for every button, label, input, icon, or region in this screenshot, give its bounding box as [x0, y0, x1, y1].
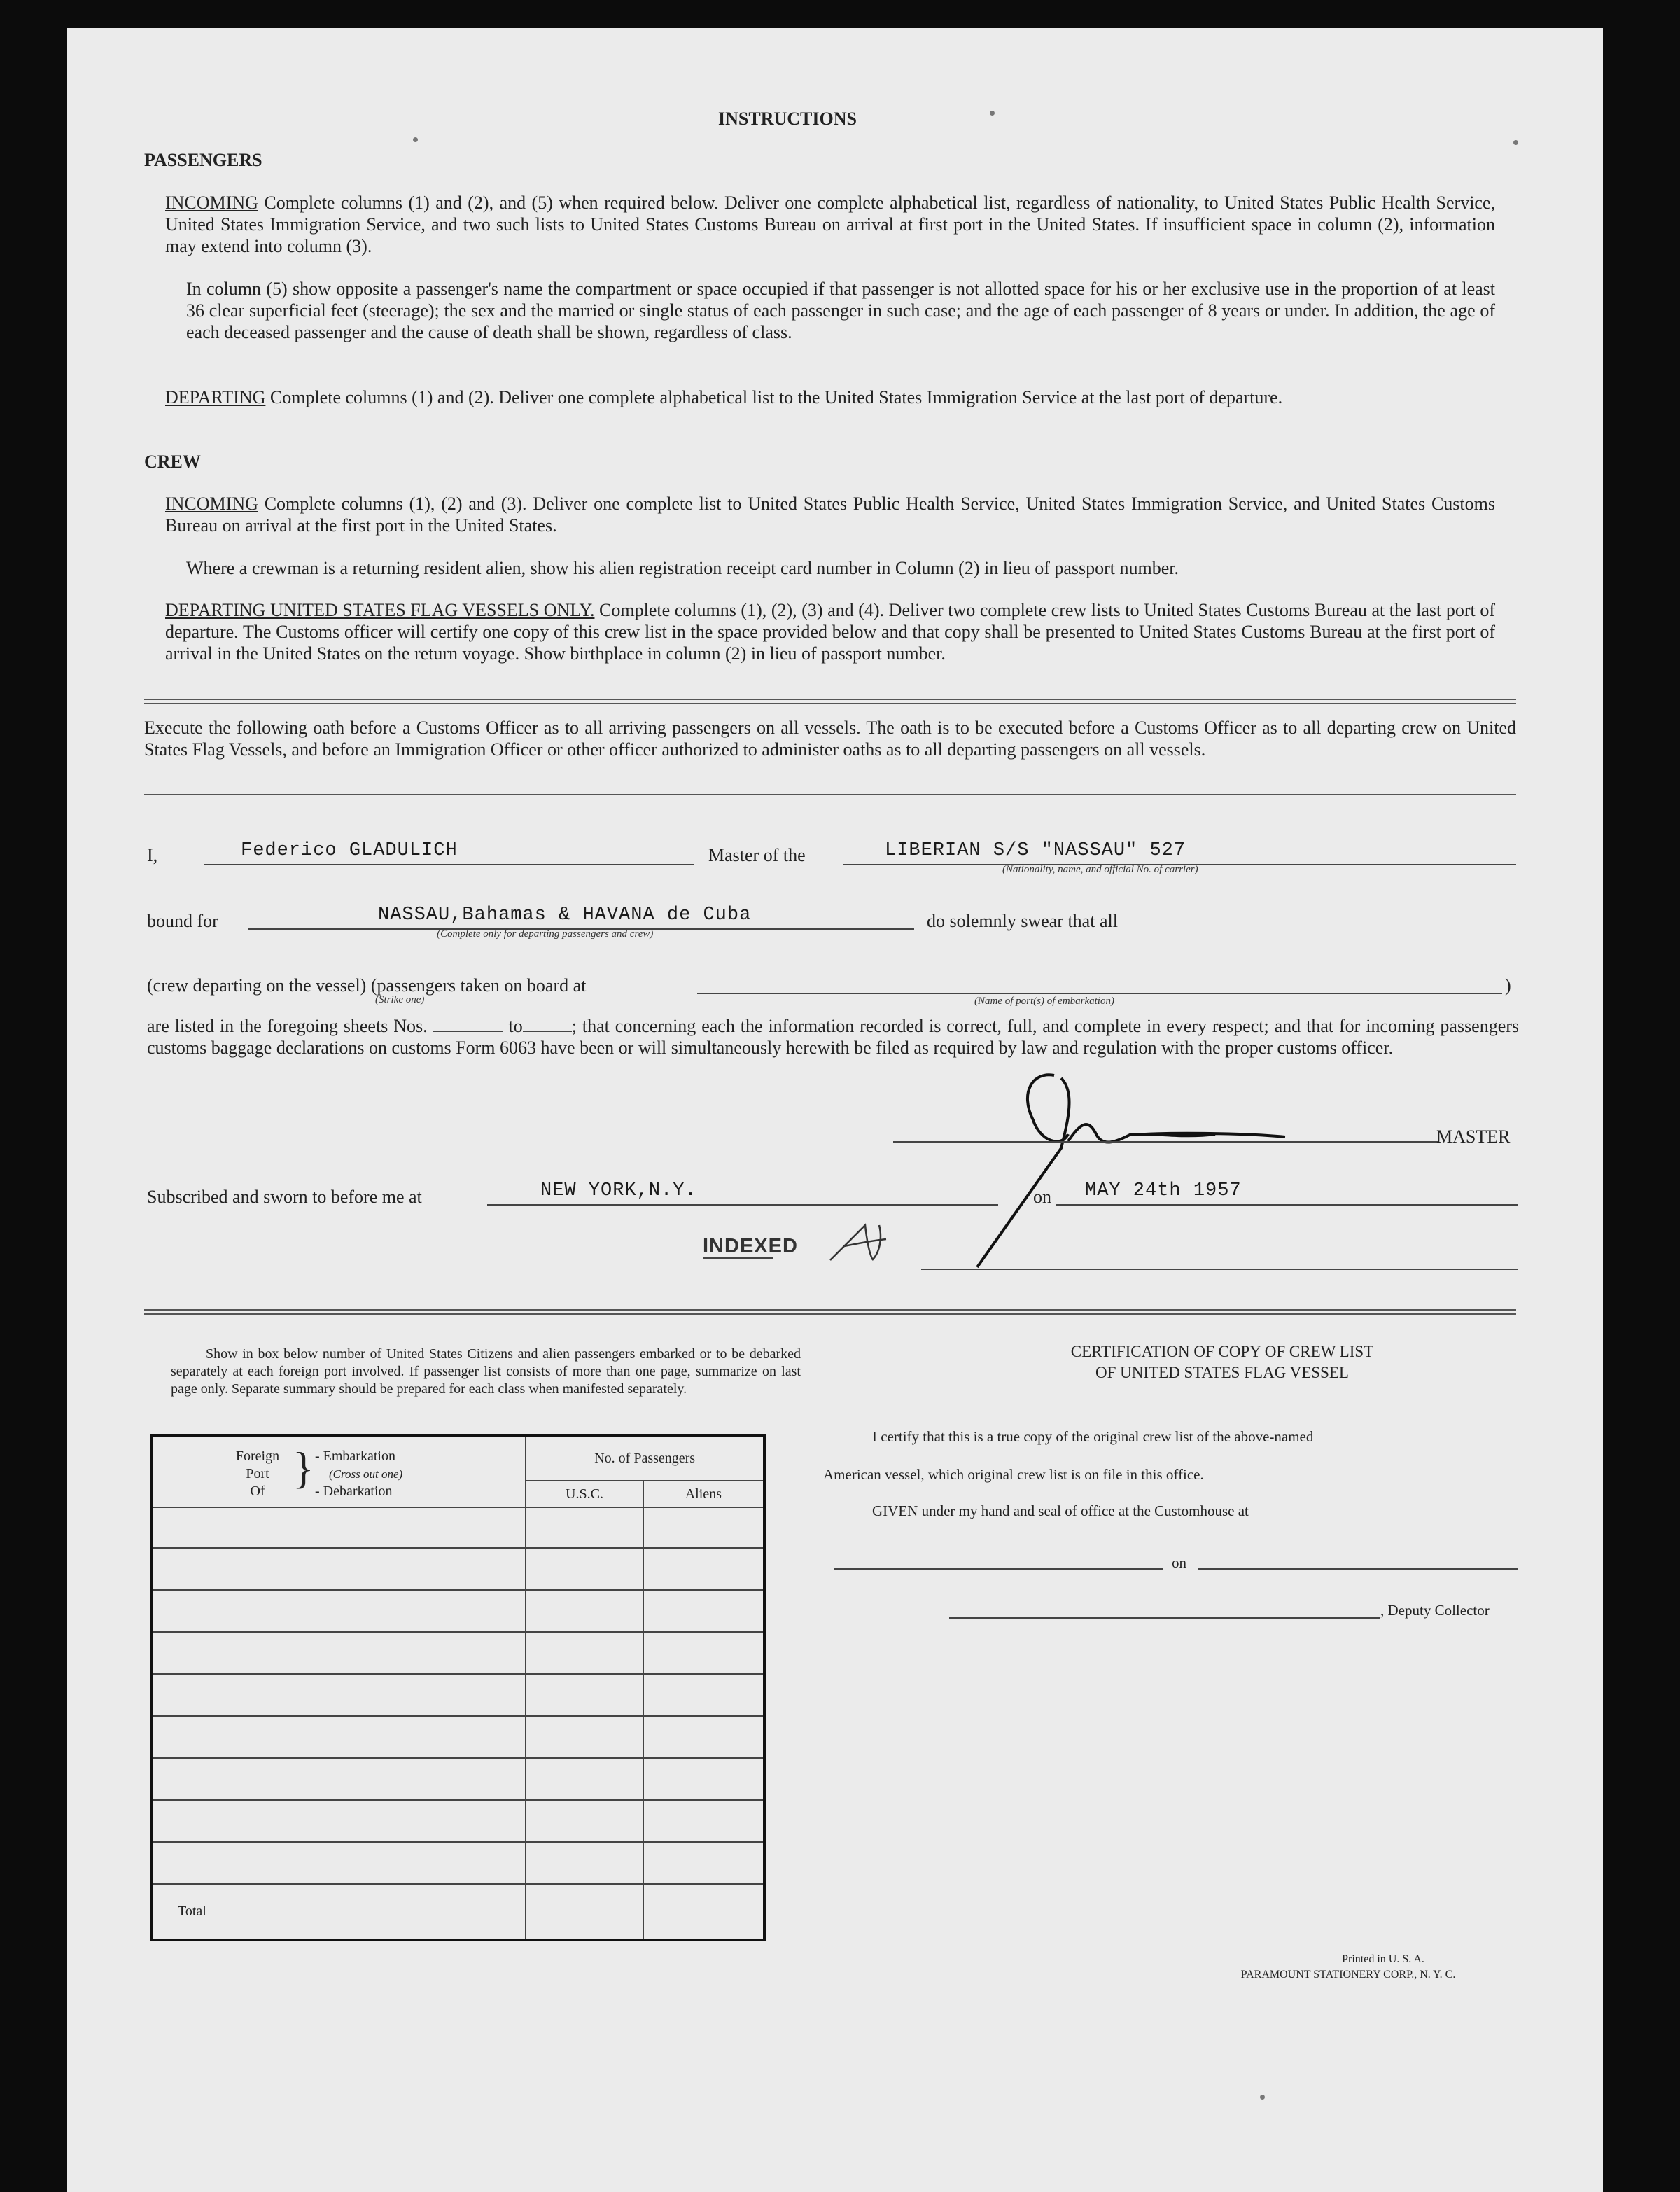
port-cell[interactable] [151, 1842, 526, 1884]
divider [144, 794, 1516, 795]
passenger-summary-table [150, 1434, 766, 1941]
usc-cell[interactable] [526, 1716, 643, 1758]
indexed-underline [703, 1257, 773, 1259]
summary-instructions: Show in box below number of United States Citizens and alien passengers embarked or to be debarked separately at each foreign port involved. If passenger list consists of more than one page, summarize on last page only. Separate summary should be prepared for each class when manifested separately. [171, 1346, 801, 1397]
master-of-label: Master of the [708, 845, 806, 865]
aliens-total-cell[interactable] [643, 1884, 764, 1940]
aliens-cell[interactable] [643, 1842, 764, 1884]
foreign-port-of-label: Foreign Port Of [235, 1448, 280, 1499]
ports-line [697, 993, 1502, 994]
form-page [67, 28, 1603, 2192]
aliens-cell[interactable] [643, 1590, 764, 1632]
sheet-to-blank[interactable] [523, 1031, 572, 1032]
close-paren: ) [1505, 975, 1511, 996]
listed-text-2: ; that concerning each the information recorded is correct, full, and complete in every respect; and that for incoming passengers customs baggage declarations on customs Form 6063 have been or will simultaneously herewith be filed as required by law and regulation with the proper customs officer. [147, 1016, 1520, 1058]
master-signature-line [893, 1141, 1439, 1143]
speck [413, 137, 418, 142]
certify-text: I certify that this is a true copy of the original crew list of the above-named [872, 1428, 1314, 1445]
master-name[interactable]: Federico GLADULICH [241, 840, 458, 861]
american-text: American vessel, which original crew list is on file in this office. [823, 1466, 1204, 1483]
divider [144, 699, 1516, 700]
vessel-caption: (Nationality, name, and official No. of carrier) [1002, 864, 1198, 875]
divider [144, 703, 1516, 704]
aliens-cell[interactable] [643, 1674, 764, 1716]
incoming-text: Complete columns (1) and (2), and (5) when required below. Deliver one complete alphabetical list, regardless of nationality, to United States Public Health Service, United States Immigration Service, and two such lists to United States Customs Bureau on arrival at first port in the United States. If insufficient space in column (2), information may extend into column (3). [165, 193, 1496, 256]
sheet-from-blank[interactable] [433, 1031, 503, 1032]
cert-on-label: on [1172, 1554, 1186, 1571]
crew-heading: CREW [144, 452, 201, 472]
oath-intro: Execute the following oath before a Customs Officer as to all arriving passengers on all vessels. The oath is to be executed before a Customs Officer as to all departing crew on United States Flag Vessels, and before an Immigration Officer or other officer authorized to administer oaths as to all departing passengers on all vessels. [144, 718, 1516, 760]
passengers-heading: PASSENGERS [144, 150, 262, 170]
usc-cell[interactable] [526, 1674, 643, 1716]
embarkation-label: - Embarkation [315, 1448, 396, 1464]
subscribed-label: Subscribed and sworn to before me at [147, 1187, 422, 1207]
port-cell[interactable] [151, 1674, 526, 1716]
listed-paragraph [147, 1015, 1519, 1059]
i-label: I, [147, 845, 158, 865]
master-label: MASTER [1436, 1126, 1511, 1147]
strike-one-caption: (Strike one) [375, 994, 425, 1005]
certification-title-line2: OF UNITED STATES FLAG VESSEL [1096, 1364, 1349, 1381]
signature-blank-line [921, 1269, 1518, 1270]
no-passengers-header: No. of Passengers [526, 1435, 764, 1481]
usc-cell[interactable] [526, 1800, 643, 1842]
indexed-initial-mark [823, 1218, 893, 1267]
port-cell[interactable] [151, 1548, 526, 1590]
printed-in-usa: Printed in U. S. A. [1342, 1953, 1424, 1965]
usc-cell[interactable] [526, 1507, 643, 1548]
aliens-cell[interactable] [643, 1548, 764, 1590]
sworn-place[interactable]: NEW YORK,N.Y. [540, 1180, 697, 1201]
usc-cell[interactable] [526, 1632, 643, 1674]
departing-text: Complete columns (1) and (2). Deliver one complete alphabetical list to the United States Immigration Service at the last port of departure. [270, 387, 1283, 407]
cert-date-line[interactable] [1198, 1568, 1518, 1570]
divider [144, 1313, 1516, 1315]
brace-glyph: } [293, 1443, 314, 1493]
embarkation-debarkation-label [315, 1448, 402, 1500]
bound-for-label: bound for [147, 911, 218, 931]
usc-cell[interactable] [526, 1842, 643, 1884]
destination-caption: (Complete only for departing passengers and crew) [437, 928, 654, 940]
sworn-on-label: on [1033, 1187, 1051, 1207]
port-cell[interactable] [151, 1632, 526, 1674]
destination[interactable]: NASSAU,Bahamas & HAVANA de Cuba [378, 905, 752, 926]
crew-departing-text: Complete columns (1), (2), (3) and (4). Deliver two complete crew lists to United States Customs Bureau at the last port of departure. The Customs officer will certify one copy of this crew list in the space provided below and that copy shall be presented to United States Customs Bureau at the first port of arrival in the United States on the return voyage. Show birthplace in column (2) in lieu of passport number. [165, 600, 1495, 664]
sworn-date[interactable]: MAY 24th 1957 [1085, 1180, 1242, 1201]
indexed-stamp: INDEXED [703, 1235, 798, 1257]
departing-label: DEPARTING [165, 387, 266, 407]
usc-cell[interactable] [526, 1758, 643, 1800]
aliens-cell[interactable] [643, 1716, 764, 1758]
certification-title [963, 1341, 1481, 1383]
aliens-cell[interactable] [643, 1758, 764, 1800]
passengers-incoming-paragraph [165, 192, 1495, 257]
crew-departing-oath-text: (crew departing on the vessel) (passengers taken on board at [147, 975, 587, 996]
port-cell[interactable] [151, 1590, 526, 1632]
listed-text-1: are listed in the foregoing sheets Nos. [147, 1016, 428, 1036]
crew-departing-label: DEPARTING UNITED STATES FLAG VESSELS ONLY. [165, 600, 595, 620]
deputy-signature-line[interactable] [949, 1617, 1380, 1619]
port-cell[interactable] [151, 1800, 526, 1842]
crew-incoming-text: Complete columns (1), (2) and (3). Deliver one complete list to United States Public Health Service, United States Immigration Service, and United States Customs Bureau on arrival at the first port in the United States. [165, 494, 1495, 536]
sworn-date-line [1056, 1204, 1518, 1206]
master-signature [963, 1064, 1369, 1274]
certification-title-line1: CERTIFICATION OF COPY OF CREW LIST [1070, 1343, 1374, 1360]
master-name-line [204, 864, 694, 865]
passengers-departing-paragraph [165, 386, 1495, 408]
aliens-cell[interactable] [643, 1632, 764, 1674]
port-cell[interactable] [151, 1758, 526, 1800]
deputy-label: , Deputy Collector [1380, 1602, 1490, 1619]
cross-out-caption: (Cross out one) [329, 1467, 403, 1481]
aliens-cell[interactable] [643, 1800, 764, 1842]
divider [144, 1309, 1516, 1311]
port-cell[interactable] [151, 1716, 526, 1758]
debarkation-label: - Debarkation [315, 1484, 393, 1499]
speck [1513, 140, 1518, 145]
crew-incoming-paragraph [165, 493, 1495, 536]
port-cell[interactable] [151, 1507, 526, 1548]
listed-to: to [508, 1016, 523, 1036]
speck [1260, 2095, 1265, 2100]
vessel[interactable]: LIBERIAN S/S "NASSAU" 527 [885, 840, 1186, 861]
sworn-place-line [487, 1204, 998, 1206]
usc-total-cell[interactable] [526, 1884, 643, 1940]
instructions-title: INSTRUCTIONS [718, 109, 857, 129]
crew-incoming-label: INCOMING [165, 494, 258, 514]
port-header-cell [151, 1435, 526, 1507]
usc-cell[interactable] [526, 1590, 643, 1632]
speck [990, 111, 995, 116]
crewman-paragraph: Where a crewman is a returning resident alien, show his alien registration receipt card number in Column (2) in lieu of passport number. [186, 558, 1180, 578]
usc-header: U.S.C. [526, 1481, 643, 1507]
aliens-cell[interactable] [643, 1507, 764, 1548]
total-label: Total [151, 1884, 526, 1940]
printer-name: PARAMOUNT STATIONERY CORP., N. Y. C. [1240, 1969, 1456, 1981]
given-text: GIVEN under my hand and seal of office at the Customhouse at [872, 1502, 1249, 1519]
aliens-header: Aliens [643, 1481, 764, 1507]
usc-cell[interactable] [526, 1548, 643, 1590]
ports-caption: (Name of port(s) of embarkation) [974, 996, 1114, 1007]
customhouse-line[interactable] [834, 1568, 1163, 1570]
incoming-label: INCOMING [165, 193, 258, 213]
crew-departing-paragraph [165, 599, 1495, 664]
swear-text: do solemnly swear that all [927, 911, 1118, 931]
column5-paragraph: In column (5) show opposite a passenger's name the compartment or space occupied if that passenger is not allotted space for his or her exclusive use in the proportion of at least 36 clear superficial feet (steerage); the sex and the married or single status of each passenger in such case; and the age of each passenger of 8 years or under. In addition, the age of each deceased passenger and the cause of death shall be shown, regardless of class. [186, 279, 1495, 342]
